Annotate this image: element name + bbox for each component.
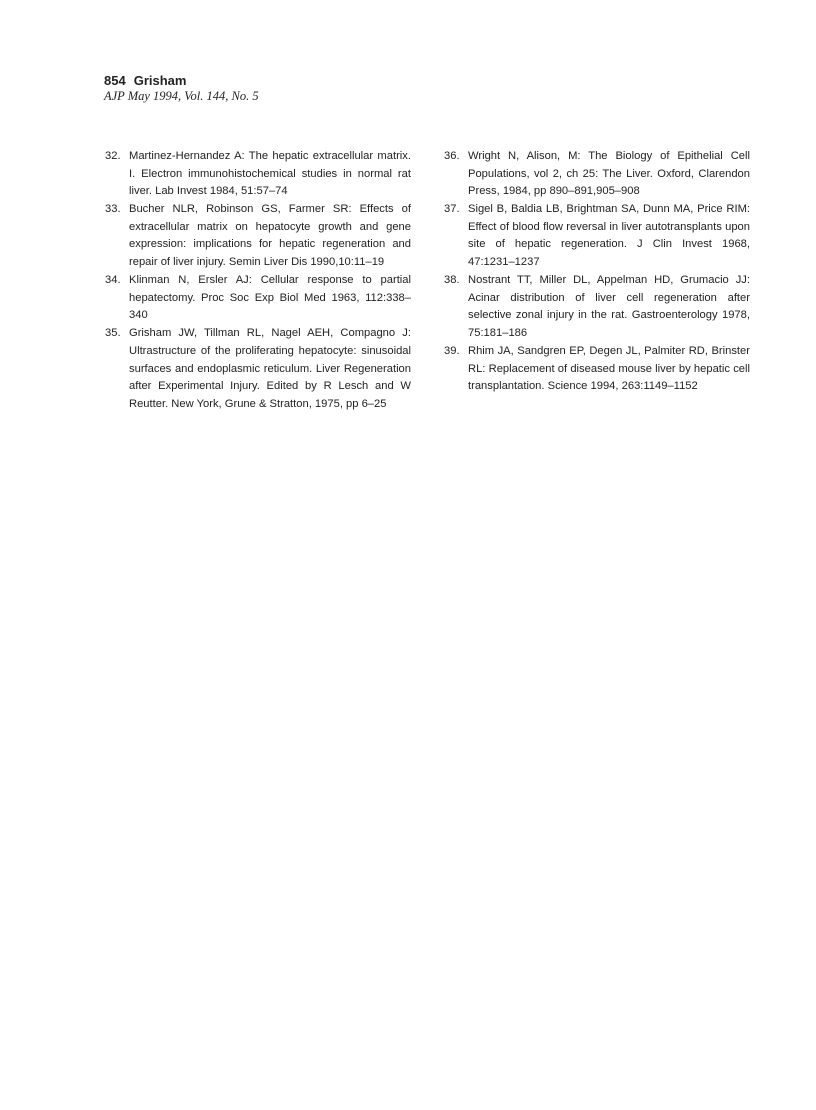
reference-number: 37.: [444, 203, 460, 216]
page-header: [104, 72, 504, 104]
running-head: [104, 72, 504, 89]
reference-text: Bucher NLR, Robinson GS, Farmer SR: Effects of extracellular matrix on hepatocyte growth and gene expression: implications for hepatic regeneration and repair of liver injury. Semin Liver Dis 1990,10:11–19: [129, 203, 411, 269]
references-column-left: [105, 148, 411, 414]
reference-item: [444, 343, 750, 396]
reference-text: Klinman N, Ersler AJ: Cellular response to partial hepatectomy. Proc Soc Exp Biol Med 1963, 112:338–340: [129, 274, 411, 322]
running-author: Grisham: [133, 73, 187, 88]
reference-item: [444, 148, 750, 201]
journal-citation: AJP May 1994, Vol. 144, No. 5: [104, 89, 259, 103]
reference-text: Wright N, Alison, M: The Biology of Epithelial Cell Populations, vol 2, ch 25: The Liver. Oxford, Clarendon Press, 1984, pp 890–891,905–908: [468, 150, 750, 198]
reference-number: 35.: [105, 327, 121, 340]
references-column-right: [444, 148, 750, 396]
reference-text: Nostrant TT, Miller DL, Appelman HD, Grumacio JJ: Acinar distribution of liver cell regeneration after selective zonal injury in the rat. Gastroenterology 1978, 75:181–186: [468, 274, 750, 339]
reference-number: 32.: [105, 150, 121, 162]
reference-number: 34.: [105, 274, 121, 287]
reference-number: 38.: [444, 274, 460, 287]
reference-text: Rhim JA, Sandgren EP, Degen JL, Palmiter RD, Brinster RL: Replacement of diseased mouse liver by hepatic cell transplantation. Science 1994, 263:1149–1152: [468, 345, 750, 393]
reference-item: [105, 325, 411, 413]
reference-text: Martinez-Hernandez A: The hepatic extracellular matrix. I. Electron immunohistochemical studies in normal rat liver. Lab Invest 1984, 51:57–74: [129, 150, 411, 198]
reference-item: [444, 201, 750, 271]
reference-text: Sigel B, Baldia LB, Brightman SA, Dunn MA, Price RIM: Effect of blood flow reversal in liver autotransplants upon site of hepatic regeneration. J Clin Invest 1968, 47:1231–1237: [468, 203, 750, 269]
reference-item: [444, 272, 750, 342]
page-number: 854: [104, 73, 126, 88]
reference-number: 33.: [105, 203, 121, 216]
reference-number: 39.: [444, 345, 460, 358]
reference-item: [105, 201, 411, 271]
reference-item: [105, 272, 411, 325]
reference-number: 36.: [444, 150, 460, 162]
reference-text: Grisham JW, Tillman RL, Nagel AEH, Compagno J: Ultrastructure of the proliferating hepatocyte: sinusoidal surfaces and endoplasmic reticulum. Liver Regeneration after Experimental Injury. Edited by R Lesch and W Reutter. New York, Grune & Stratton, 1975, pp 6–25: [129, 327, 411, 410]
reference-item: [105, 148, 411, 201]
